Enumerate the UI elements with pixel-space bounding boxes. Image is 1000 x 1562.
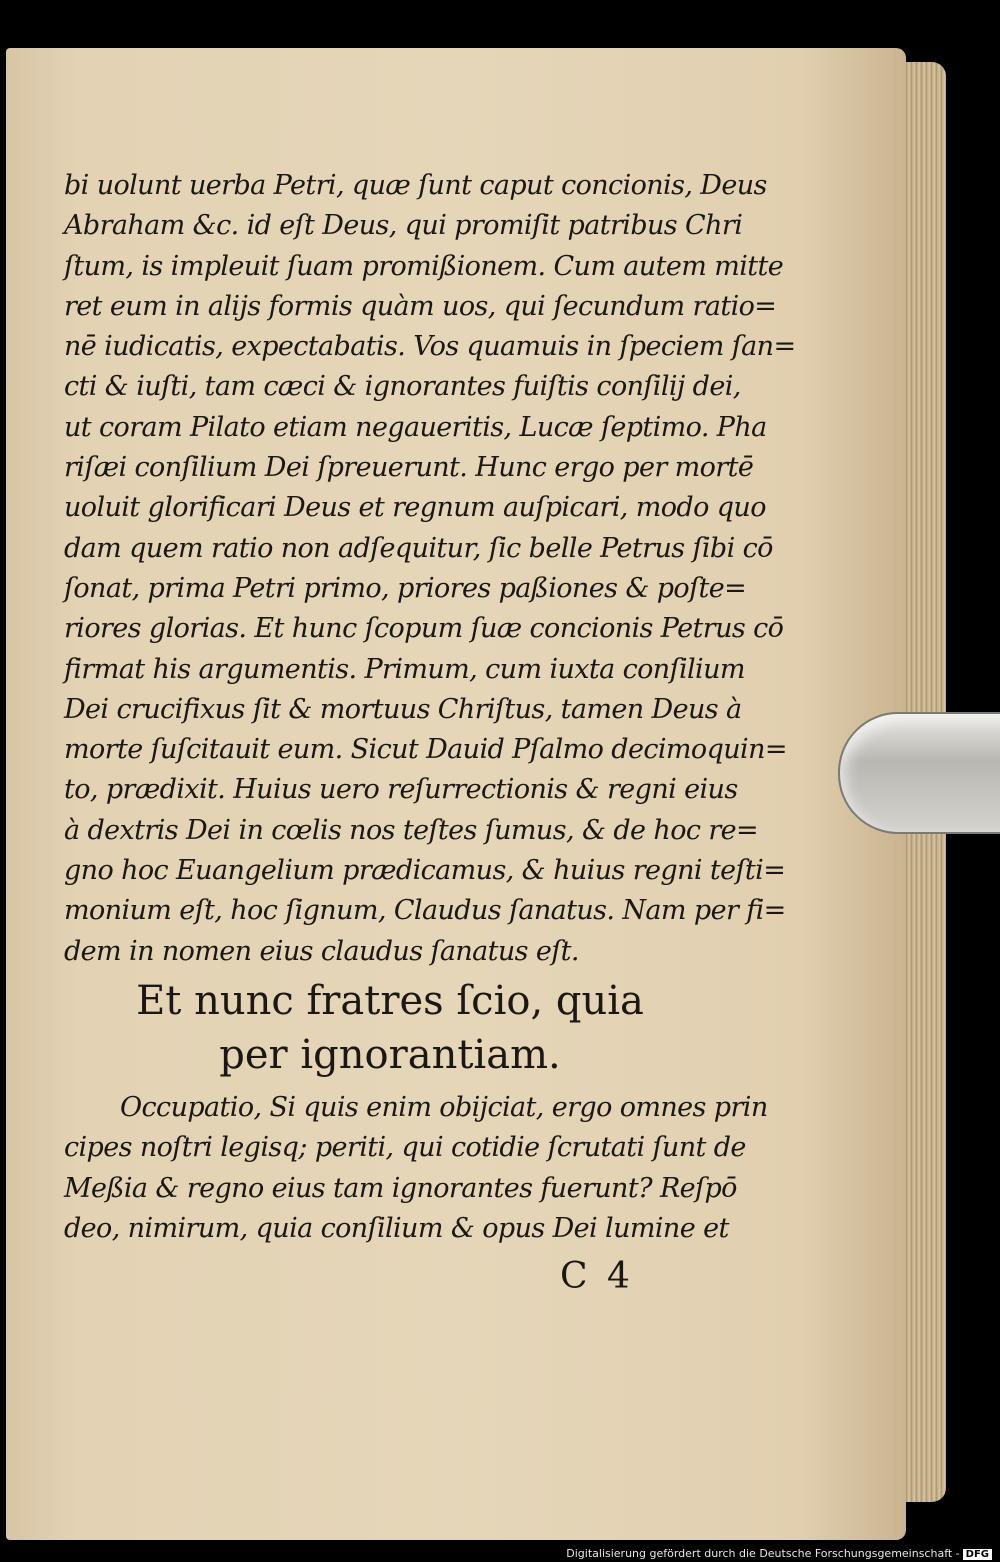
dfg-logo: DFG <box>963 1549 992 1560</box>
text-line: ſtum, is impleuit ſuam promißionem. Cum autem mitte <box>64 250 784 282</box>
text-line: morte ſuſcitauit eum. Sicut Dauid Pſalmo decimoquin= <box>64 734 787 766</box>
footer-credit <box>566 1547 992 1560</box>
text-line: dem in nomen eius claudus ſanatus eſt. <box>64 935 579 967</box>
text-line: bi uolunt uerba Petri, quæ ſunt caput concionis, Deus <box>64 170 767 201</box>
heading-line: Et nunc fratres ſcio, quia <box>136 978 644 1024</box>
text-line: dam quem ratio non adſequitur, ſic belle Petrus ſibi cō <box>64 532 773 564</box>
text-line: to, prædixit. Huius uero reſurrectionis & regni eius <box>64 774 738 806</box>
page-clip <box>838 712 1000 834</box>
heading-line: per ignorantiam. <box>219 1032 561 1078</box>
body-text-continued <box>64 1088 768 1249</box>
text-line: à dextris Dei in cœlis nos teſtes ſumus, & de hoc re= <box>64 814 759 846</box>
text-line: cipes noſtri legisq; periti, qui cotidie ſcrutati ſunt de <box>64 1132 746 1164</box>
text-line: monium eſt, hoc ſignum, Claudus ſanatus. Nam per fi= <box>64 895 786 927</box>
body-text <box>64 166 796 972</box>
section-heading <box>60 974 720 1082</box>
text-line: ret eum in alijs formis quàm uos, qui ſecundum ratio= <box>64 290 777 322</box>
text-line: riſæi conſilium Dei ſpreuerunt. Hunc ergo per mortē <box>64 452 754 484</box>
text-line: riores glorias. Et hunc ſcopum ſuæ concionis Petrus cō <box>64 613 784 645</box>
text-line: Abraham &c. id eſt Deus, qui promiſit patribus Chri <box>64 210 743 242</box>
text-line: Dei crucifixus ſit & mortuus Chriſtus, tamen Deus à <box>64 693 742 725</box>
footer-text: Digitalisierung gefördert durch die Deutsche Forschungsgemeinschaft - <box>566 1547 960 1560</box>
text-line: Occupatio, Si quis enim obijciat, ergo omnes prin <box>120 1092 768 1123</box>
text-line: ut coram Pilato etiam negaueritis, Lucæ ſeptimo. Pha <box>64 411 767 443</box>
text-line: ſonat, prima Petri primo, priores paßiones & poſte= <box>64 572 747 604</box>
text-line: gno hoc Euangelium prædicamus, & huius regni teſti= <box>64 855 786 887</box>
text-line: firmat his argumentis. Primum, cum iuxta conſilium <box>64 653 745 685</box>
text-line: deo, nimirum, quia conſilium & opus Dei lumine et <box>64 1212 729 1244</box>
text-line: nē iudicatis, expectabatis. Vos quamuis in ſpeciem ſan= <box>64 331 796 363</box>
text-line: cti & iuſti, tam cæci & ignorantes fuiſtis conſilij dei, <box>64 371 741 403</box>
signature-mark: C 4 <box>560 1256 634 1297</box>
text-line: uoluit glorificari Deus et regnum auſpicari, modo quo <box>64 492 766 524</box>
text-line: Meßia & regno eius tam ignorantes fuerunt? Reſpō <box>64 1172 737 1204</box>
